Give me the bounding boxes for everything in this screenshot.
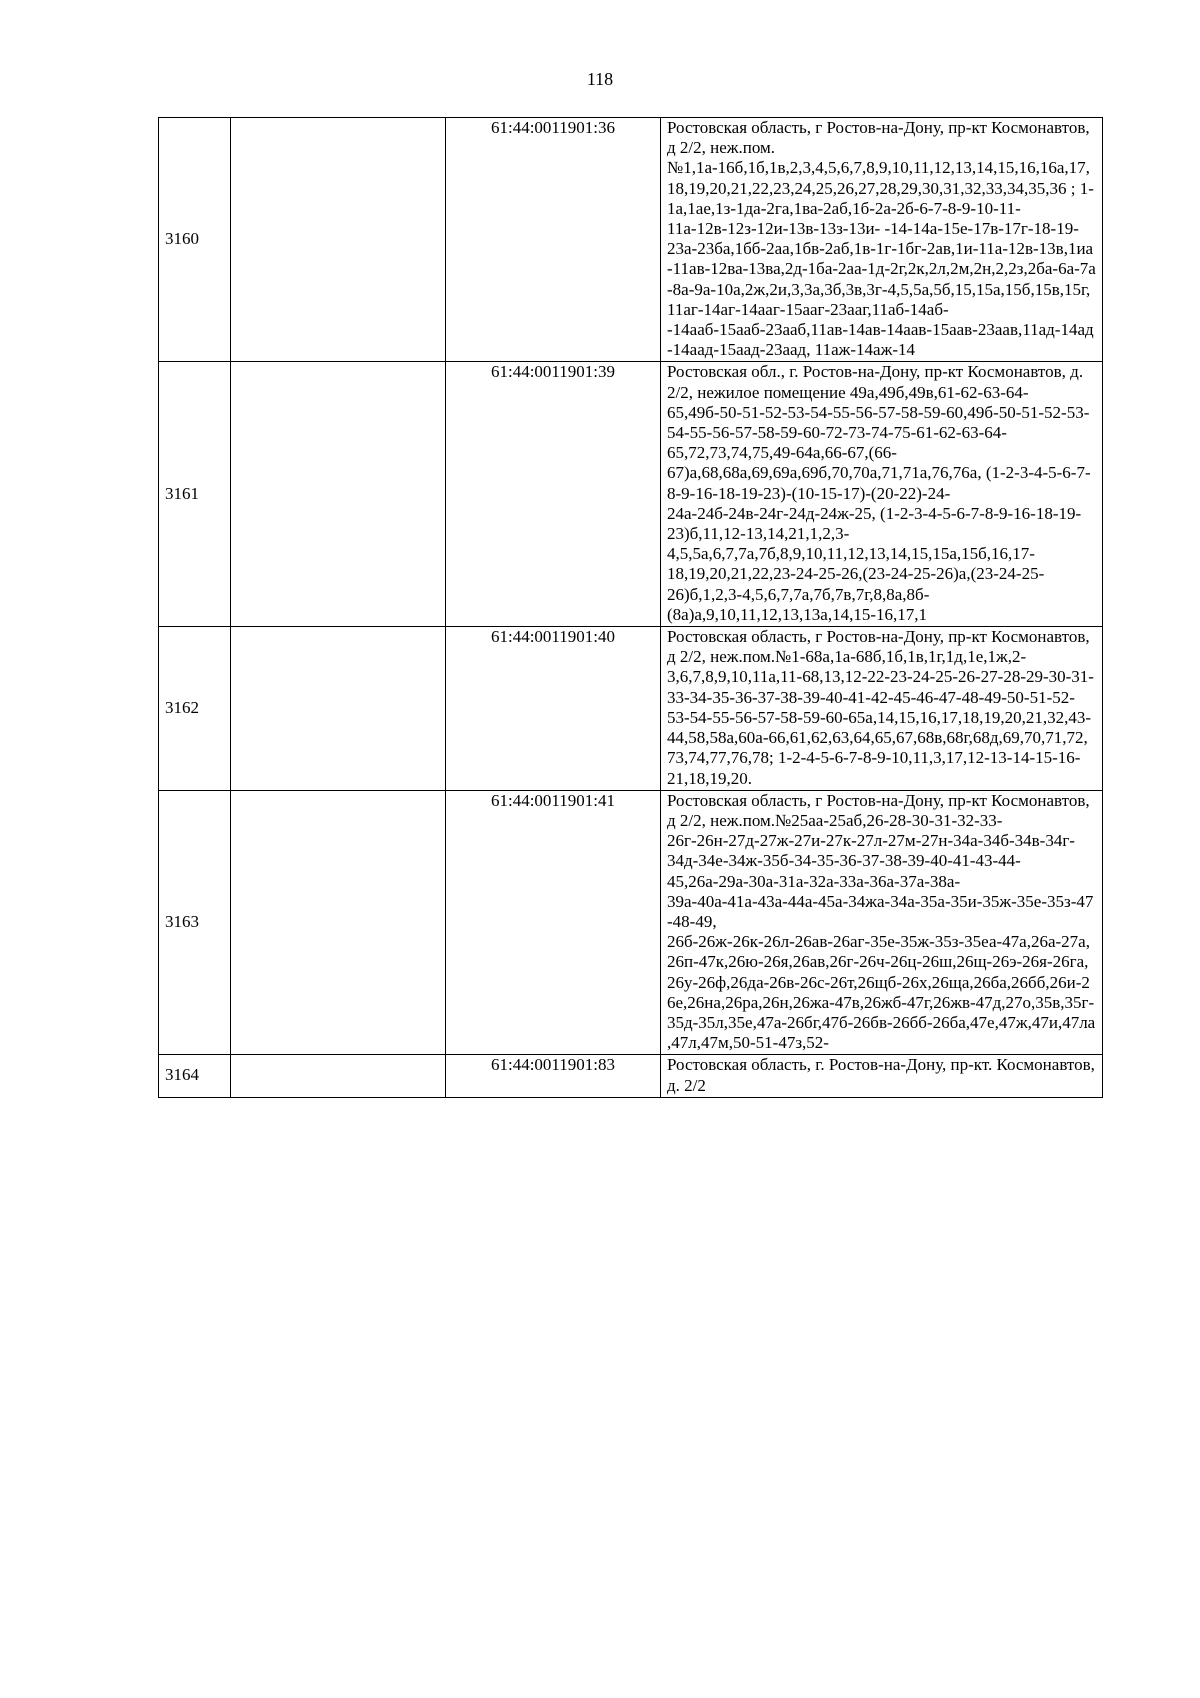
empty-cell [231, 627, 446, 791]
empty-cell [231, 362, 446, 627]
empty-cell [231, 118, 446, 362]
row-number-cell: 3160 [159, 118, 231, 362]
table-row [159, 362, 1103, 627]
address-cell: Ростовская область, г. Ростов-на-Дону, пр-кт. Космонавтов, д. 2/2 [661, 1055, 1103, 1097]
table-row [159, 627, 1103, 791]
address-cell: Ростовская обл., г. Ростов-на-Дону, пр-кт Космонавтов, д. 2/2, нежилое помещение 49а,49б,49в,61-62-63-64-65,49б-50-51-52-53-54-55-56-57-58-59-60,49б-50-51-52-53-54-55-56-57-58-59-60-72-73-74-75-61-62-63-64-65,72,73,74,75,49-64а,66-67,(66-67)а,68,68а,69,69а,69б,70,70а,71,71а,76,76а, (1-2-3-4-5-6-7-8-9-16-18-19-23)-(10-15-17)-(20-22)-24-24а-24б-24в-24г-24д-24ж-25, (1-2-3-4-5-6-7-8-9-16-18-19-23)б,11,12-13,14,21,1,2,3-4,5,5а,6,7,7а,7б,8,9,10,11,12,13,14,15,15а,15б,16,17-18,19,20,21,22,23-24-25-26,(23-24-25-26)а,(23-24-25-26)б,1,2,3-4,5,6,7,7а,7б,7в,7г,8,8а,8б-(8а)а,9,10,11,12,13,13а,14,15-16,17,1 [661, 362, 1103, 627]
table-row [159, 1055, 1103, 1097]
address-cell: Ростовская область, г Ростов-на-Дону, пр-кт Космонавтов, д 2/2, неж.пом.№1-68а,1а-68б,1б,1в,1г,1д,1е,1ж,2- 3,6,7,8,9,10,11а,11-68,13,12-22-23-24-25-26-27-28-29-30-31-33-34-35-36-37-38-39-40-41-42-45-46-47-48-49-50-51-52-53-54-55-56-57-58-59-60-65а,14,15,16,17,18,19,20,21,32,43- 44,58,58а,60а-66,61,62,63,64,65,67,68в,68г,68д,69,70,71,72,73,74,77,76,78; 1-2-4-5-6-7-8-9-10,11,3,17,12-13-14-15-16-21,18,19,20. [661, 627, 1103, 791]
cadastral-number-cell: 61:44:0011901:41 [446, 790, 661, 1055]
cadastral-number-cell: 61:44:0011901:36 [446, 118, 661, 362]
empty-cell [231, 1055, 446, 1097]
table-body [159, 118, 1103, 1098]
empty-cell [231, 790, 446, 1055]
row-number-cell: 3163 [159, 790, 231, 1055]
address-cell: Ростовская область, г Ростов-на-Дону, пр-кт Космонавтов, д 2/2, неж.пом.№1,1а-16б,1б,1в,2,3,4,5,6,7,8,9,10,11,12,13,14,15,16,16а,17,18,19,20,21,22,23,24,25,26,27,28,29,30,31,32,33,34,35,36 ; 1-1а,1ае,1з-1да-2га,1ва-2аб,1б-2а-2б-6-7-8-9-10-11-11а-12в-12з-12и-13в-13з-13и- -14-14а-15е-17в-17г-18-19-23а-23ба,1бб-2аа,1бв-2аб,1в-1г-1бг-2ав,1и-11а-12в-13в,1иа-11ав-12ва-13ва,2д-1ба-2аа-1д-2г,2к,2л,2м,2н,2,2з,2ба-6а-7а-8а-9а-10а,2ж,2и,3,3а,3б,3в,3г-4,5,5а,5б,15,15а,15б,15в,15г,11аг-14аг-14ааг-15ааг-23ааг,11аб-14аб- -14ааб-15ааб-23ааб,11ав-14ав-14аав-15аав-23аав,11ад-14ад-14аад-15аад-23аад, 11аж-14аж-14 [661, 118, 1103, 362]
row-number-cell: 3164 [159, 1055, 231, 1097]
table-row [159, 118, 1103, 362]
page-number: 118 [586, 69, 614, 89]
address-cell: Ростовская область, г Ростов-на-Дону, пр-кт Космонавтов, д 2/2, неж.пом.№25аа-25аб,26-28-30-31-32-33-26г-26н-27д-27ж-27и-27к-27л-27м-27н-34а-34б-34в-34г- 34д-34е-34ж-35б-34-35-36-37-38-39-40-41-43-44-45,26а-29а-30а-31а-32а-33а-36а-37а-38а- 39а-40а-41а-43а-44а-45а-34жа-34а-35а-35и-35ж-35е-35з-47-48-49, 26б-26ж-26к-26л-26ав-26аг-35е-35ж-35з-35еа-47а,26а-27а,26п-47к,26ю-26я,26ав,26г-26ч-26ц-26ш,26щ-26э-26я-26га,26у-26ф,26да-26в-26с-26т,26щб-26х,26ща,26ба,26бб,26и-26е,26на,26ра,26н,26жа-47в,26жб-47г,26жв-47д,27о,35в,35г-35д-35л,35е,47а-26бг,47б-26бв-26бб-26ба,47е,47ж,47и,47ла,47л,47м,50-51-47з,52- [661, 790, 1103, 1055]
table-row [159, 790, 1103, 1055]
cadastral-number-cell: 61:44:0011901:40 [446, 627, 661, 791]
cadastral-number-cell: 61:44:0011901:83 [446, 1055, 661, 1097]
cadastral-number-cell: 61:44:0011901:39 [446, 362, 661, 627]
row-number-cell: 3161 [159, 362, 231, 627]
row-number-cell: 3162 [159, 627, 231, 791]
property-register-table [158, 117, 1103, 1098]
